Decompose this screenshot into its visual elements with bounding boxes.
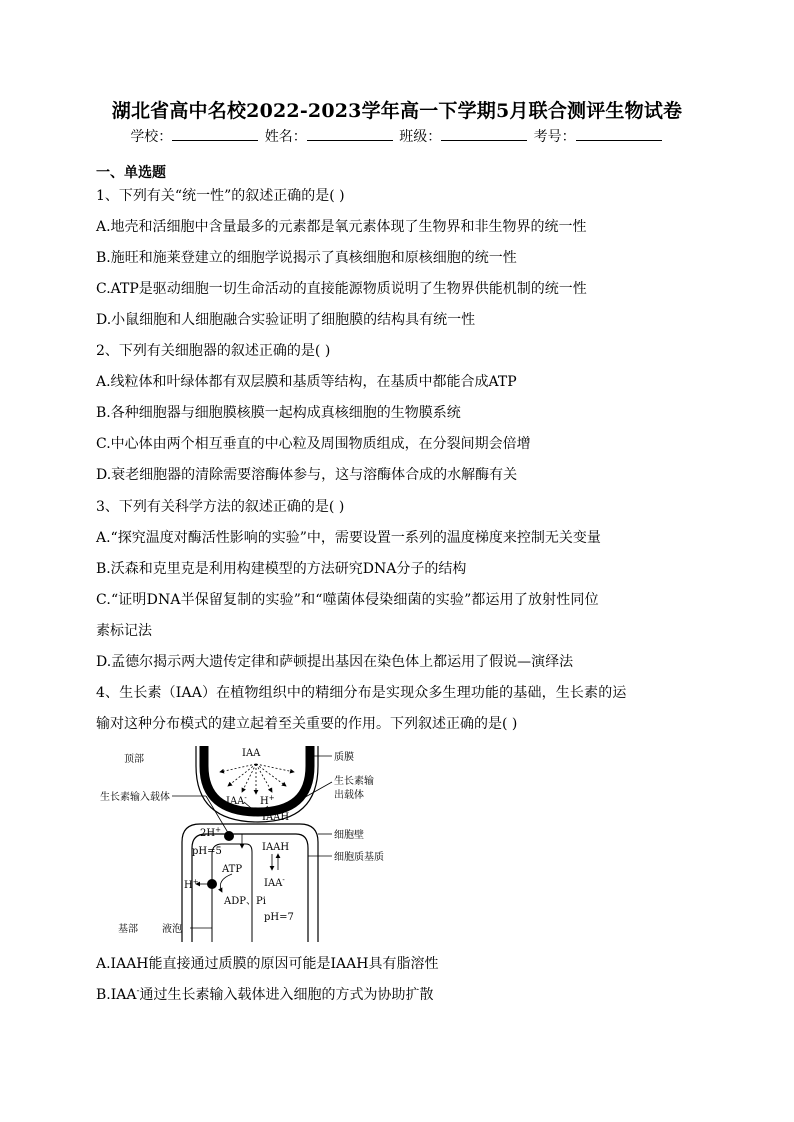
question-2-option-b: B.各种细胞器与细胞膜核膜一起构成真核细胞的生物膜系统: [96, 405, 461, 421]
two-h-label: 2H+: [200, 826, 221, 839]
exam-number-field[interactable]: [576, 126, 662, 141]
import-carrier-label: 生长素输入载体: [100, 792, 170, 803]
superscript-minus: -: [136, 986, 140, 997]
exam-number-label: 考号：: [533, 129, 576, 145]
class-field[interactable]: [441, 126, 527, 141]
iaa-minus-label-2: IAA-: [264, 876, 285, 889]
question-2-option-c: C.中心体由两个相互垂直的中心粒及周围物质组成，在分裂间期会倍增: [96, 436, 531, 452]
question-2-option-a: A.线粒体和叶绿体都有双层膜和基质等结构，在基质中都能合成ATP: [96, 374, 517, 390]
question-2-option-d: D.衰老细胞器的清除需要溶酶体参与，这与溶酶体合成的水解酶有关: [96, 467, 518, 483]
auxin-transport-diagram: [96, 742, 456, 942]
question-4-option-a: A.IAAH能直接通过质膜的原因可能是IAAH具有脂溶性: [96, 956, 439, 972]
iaa-top-label: IAA: [242, 748, 261, 759]
school-field[interactable]: [172, 126, 258, 141]
proton-symporter: [224, 831, 234, 841]
school-label: 学校：: [130, 129, 173, 145]
name-label: 姓名：: [264, 129, 307, 145]
question-3-option-d: D.孟德尔揭示两大遗传定律和萨顿提出基因在染色体上都运用了假说—演绎法: [96, 654, 574, 670]
question-3-stem: 3、下列有关科学方法的叙述正确的是( ): [96, 499, 345, 515]
h-plus-label-2: H+: [184, 878, 199, 891]
question-3-option-c-continued: 素标记法: [96, 623, 152, 639]
iaah-label-1: IAAH: [262, 812, 290, 823]
atp-label: ATP: [222, 864, 243, 875]
question-3-option-a: A.“探究温度对酶活性影响的实验”中，需要设置一系列的温度梯度来控制无关变量: [96, 530, 601, 546]
radial-efflux-arrows: [220, 764, 294, 794]
vacuole-label: 液泡: [162, 924, 182, 935]
question-3-option-b: B.沃森和克里克是利用构建模型的方法研究DNA分子的结构: [96, 561, 467, 577]
question-1-stem: 1、下列有关“统一性”的叙述正确的是( ): [96, 188, 345, 204]
question-1-option-d: D.小鼠细胞和人细胞融合实验证明了细胞膜的结构具有统一性: [96, 312, 476, 328]
question-2-stem: 2、下列有关细胞器的叙述正确的是( ): [96, 343, 331, 359]
ph5-label: pH=5: [192, 846, 222, 857]
lower-cell-wall: [182, 824, 318, 942]
question-1-option-b: B.施旺和施莱登建立的细胞学说揭示了真核细胞和原核细胞的统一性: [96, 250, 517, 266]
membrane-label: 质膜: [334, 752, 354, 763]
cell-wall-label: 细胞壁: [334, 830, 364, 841]
cytoplasm-label: 细胞质基质: [334, 852, 384, 863]
question-4-stem-line-2: 输对这种分布模式的建立起着至关重要的作用。下列叙述正确的是( ): [96, 716, 518, 732]
class-label: 班级：: [399, 129, 442, 145]
export-carrier-label-1: 生长素输: [334, 776, 374, 787]
ph7-label: pH=7: [264, 912, 294, 923]
question-4-option-b: [96, 984, 434, 1004]
question-1-option-a: A.地壳和活细胞中含量最多的元素都是氧元素体现了生物界和非生物界的统一性: [96, 219, 587, 235]
question-4-option-b-prefix: B.IAA: [96, 987, 137, 1003]
page-title: 湖北省高中名校2022-2023学年高一下学期5月联合测评生物试卷: [111, 100, 683, 122]
top-label: 顶部: [124, 754, 144, 765]
question-4-stem-line-1: 4、生长素（IAA）在植物组织中的精细分布是实现众多生理功能的基础，生长素的运: [96, 685, 627, 701]
proton-pump: [207, 879, 217, 889]
adp-pi-label: ADP、Pi: [224, 896, 266, 907]
question-1-option-c: C.ATP是驱动细胞一切生命活动的直接能源物质说明了生物界供能机制的统一性: [96, 281, 587, 297]
student-info-line: [0, 126, 794, 146]
h-plus-label: H+: [260, 794, 275, 807]
vacuole-outline: [212, 844, 252, 942]
name-field[interactable]: [307, 126, 393, 141]
question-4-option-b-text: 通过生长素输入载体进入细胞的方式为协助扩散: [139, 987, 434, 1003]
iaah-label-2: IAAH: [262, 842, 290, 853]
iaa-minus-label: IAA-: [226, 794, 247, 807]
section-heading: 一、单选题: [96, 165, 166, 181]
base-label: 基部: [118, 924, 138, 935]
export-carrier-label-2: 出载体: [334, 790, 364, 801]
question-3-option-c: C.“证明DNA半保留复制的实验”和“噬菌体侵染细菌的实验”都运用了放射性同位: [96, 592, 599, 608]
